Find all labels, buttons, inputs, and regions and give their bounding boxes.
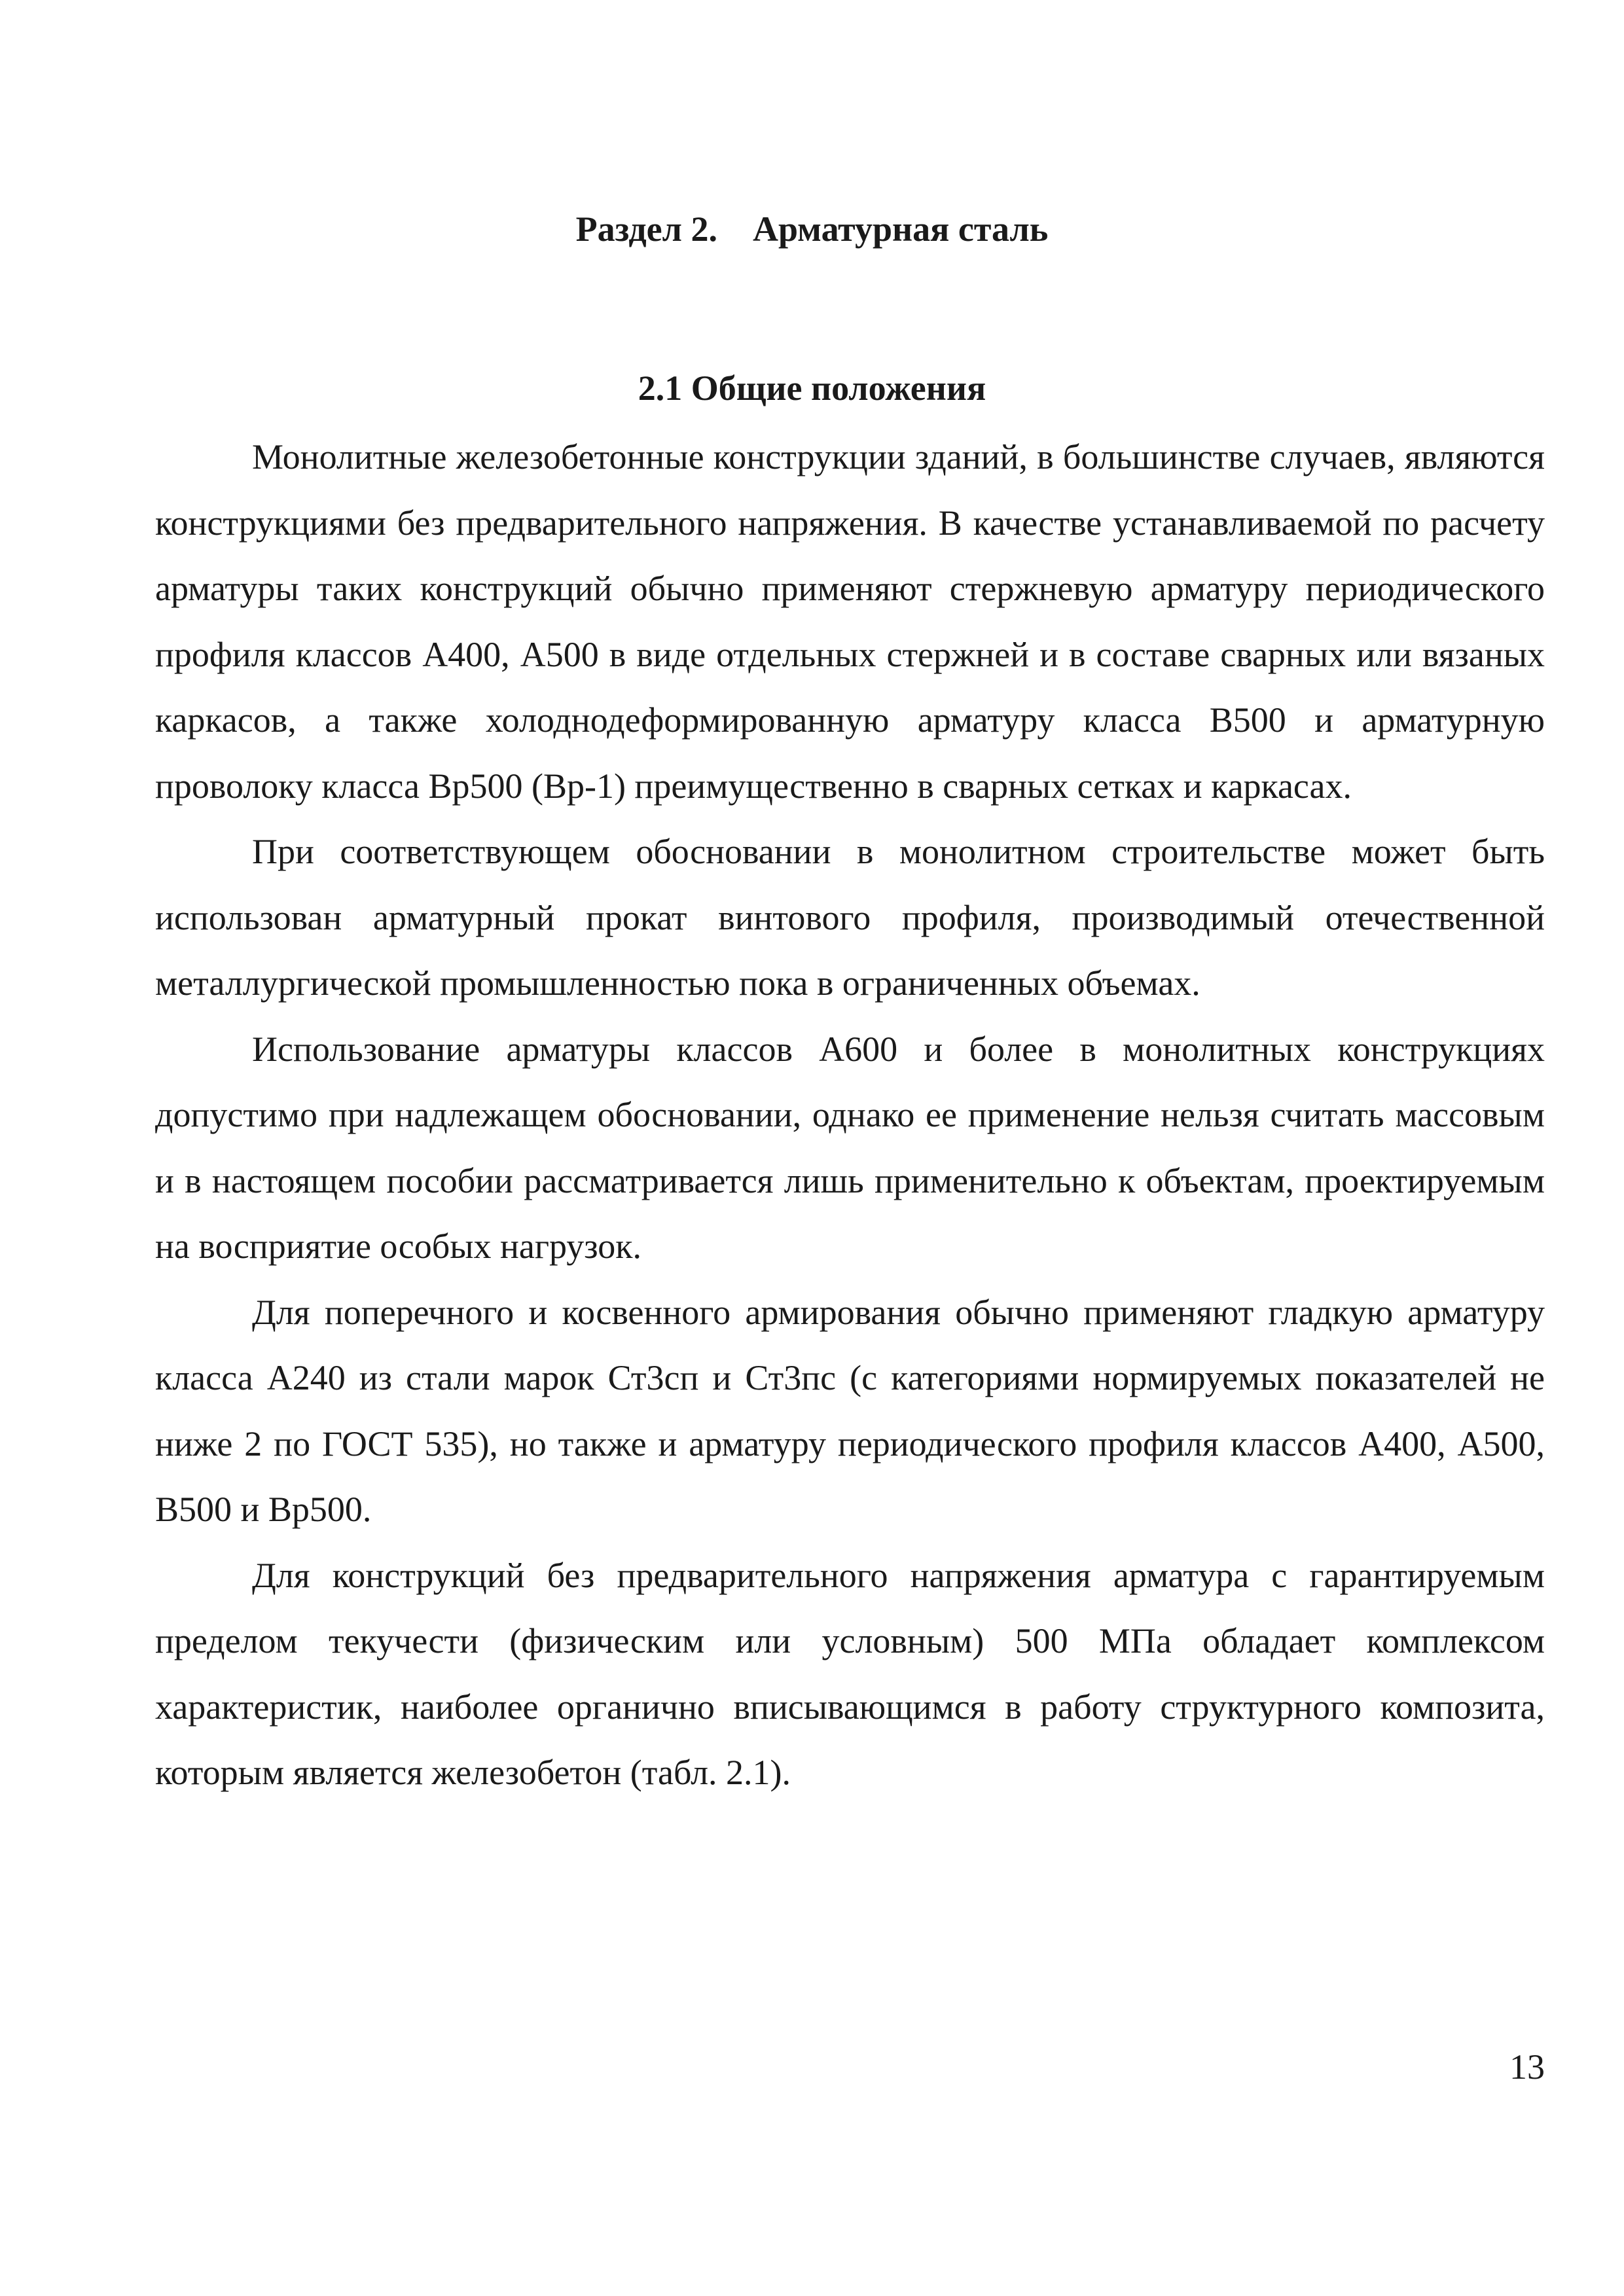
body-text <box>155 424 1545 1806</box>
section-title: Арматурная сталь <box>752 209 1049 249</box>
paragraph-1: Монолитные железобетонные конструкции зданий, в большинстве случаев, являются конструкциями без предварительного напряжения. В качестве устанавливаемой по расчету арматуры таких конструкций обычно применяют стержневую арматуру периодического профиля классов А400, А500 в виде отдельных стержней и в составе сварных или вязаных каркасов, а также холоднодеформированную арматуру класса В500 и арматурную проволоку класса Вр500 (Вр-1) преимущественно в сварных сетках и каркасах. <box>155 437 1545 806</box>
paragraph-2: При соответствующем обосновании в монолитном строительстве может быть использован арматурный прокат винтового профиля, производимый отечественной металлургической промышленностью пока в ограниченных объемах. <box>155 832 1545 1003</box>
paragraph-3: Использование арматуры классов А600 и более в монолитных конструкциях допустимо при надлежащем обосновании, однако ее применение нельзя считать массовым и в настоящем пособии рассматривается лишь применительно к объектам, проектируемым на восприятие особых нагрузок. <box>155 1029 1545 1266</box>
subsection-heading: 2.1 Общие положения <box>638 368 986 408</box>
paragraph-5: Для конструкций без предварительного напряжения арматура с гарантируемым пределом текучести (физическим или условным) 500 МПа обладает комплексом характеристик, наиболее органично вписывающимся в работу структурного композита, которым является железобетон (табл. 2.1). <box>155 1555 1545 1792</box>
paragraph-4: Для поперечного и косвенного армирования обычно применяют гладкую арматуру класса А240 из стали марок Ст3сп и Ст3пс (с категориями нормируемых показателей не ниже 2 по ГОСТ 535), но также и арматуру периодического профиля классов А400, А500, В500 и Вр500. <box>155 1292 1545 1529</box>
section-number: Раздел 2. <box>575 209 717 249</box>
section-heading <box>0 203 1624 255</box>
page-number: 13 <box>1509 2047 1545 2087</box>
